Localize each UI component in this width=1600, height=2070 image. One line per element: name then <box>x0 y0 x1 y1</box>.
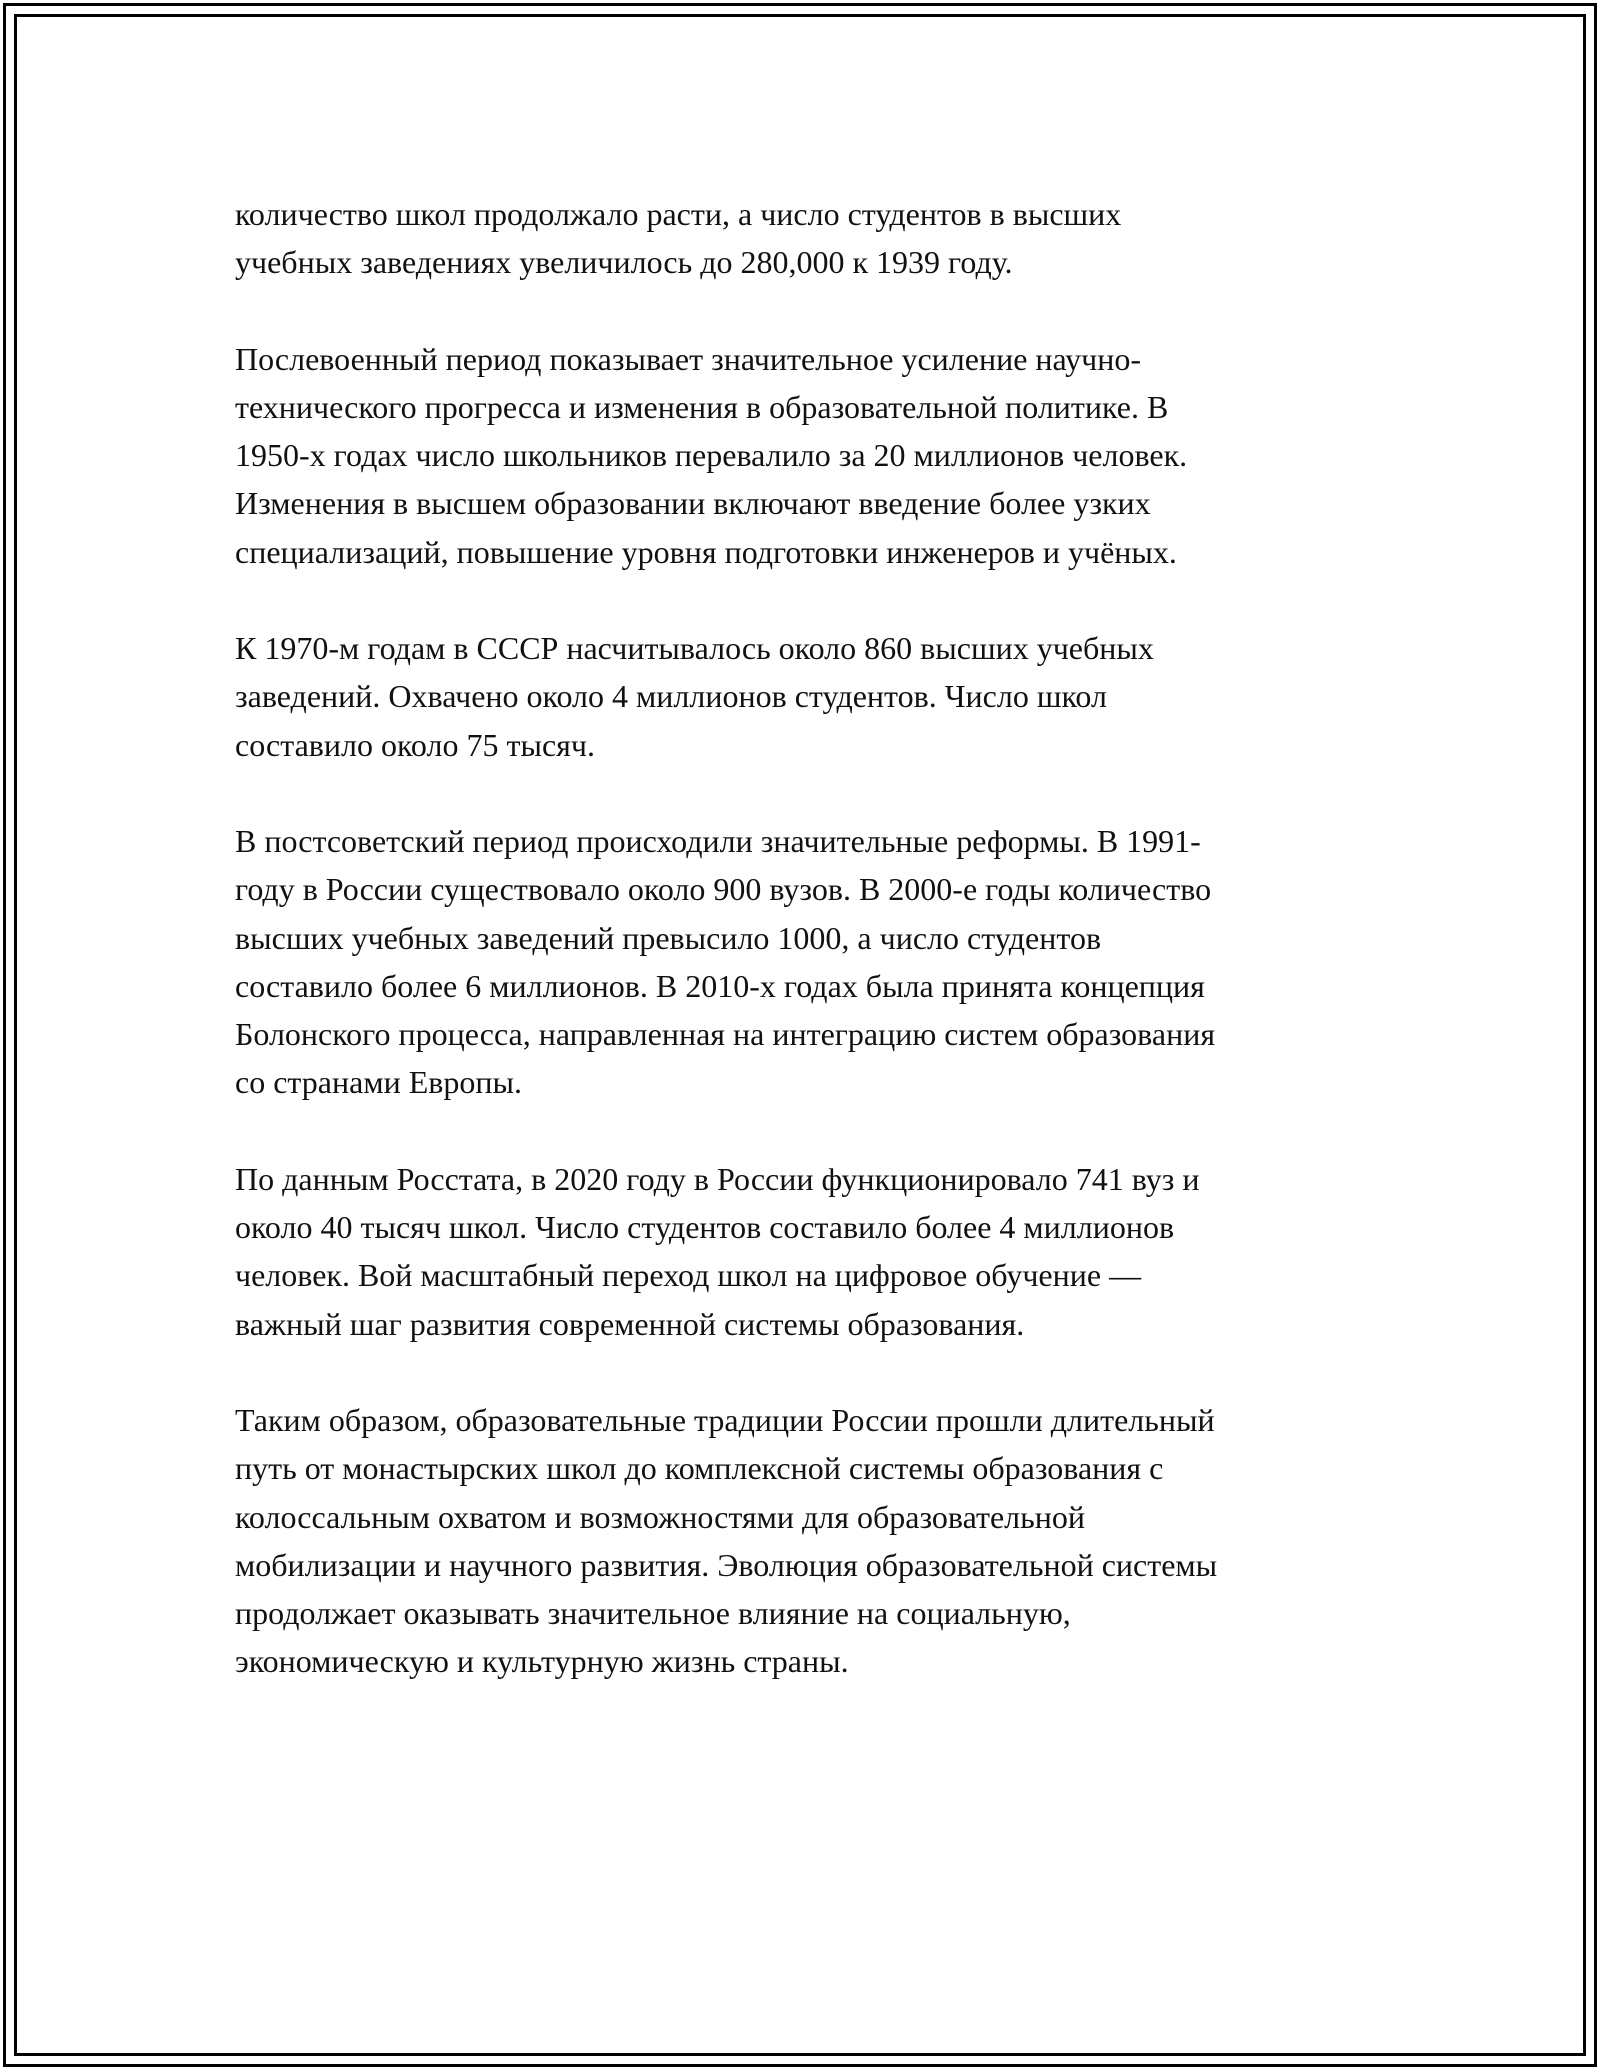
paragraph-5: По данным Росстата, в 2020 году в России функционировало 741 вуз и около 40 тысяч школ. Число студентов составило более 4 миллионов человек. Вой масштабный переход школ на цифровое обучение — важный шаг развития современной системы образования. <box>235 1160 1200 1342</box>
paragraph-3: К 1970-м годам в СССР насчитывалось около 860 высших учебных заведений. Охвачено около 4 миллионов студентов. Число школ составило около 75 тысяч. <box>235 630 1154 763</box>
document-body <box>235 190 1410 1734</box>
paragraph-2: Послевоенный период показывает значительное усиление научно- технического прогресса и изменения в образовательной политике. В 1950-х годах число школьников перевалило за 20 миллионов человек. Изменения в высшем образовании включают введение более узких специализаций, повышение уровня подготовки инженеров и учёных. <box>235 340 1188 570</box>
paragraph-4: В постсоветский период происходили значительные реформы. В 1991- году в России существовало около 900 вузов. В 2000-е годы количество высших учебных заведений превысило 1000, а число студентов составило более 6 миллионов. В 2010-х годах была принята концепция Болонского процесса, направленная на интеграцию систем образования со странами Европы. <box>235 822 1216 1101</box>
paragraph-6: Таким образом, образовательные традиции России прошли длительный путь от монастырских школ до комплексной системы образования с колоссальным охватом и возможностями для образовательной мобилизации и научного развития. Эволюция образовательной системы продолжает оказывать значительное влияние на социальную, экономическую и культурную жизнь страны. <box>235 1401 1218 1680</box>
paragraph-1: количество школ продолжало расти, а число студентов в высших учебных заведениях увеличилось до 280,000 к 1939 году. <box>235 196 1122 281</box>
